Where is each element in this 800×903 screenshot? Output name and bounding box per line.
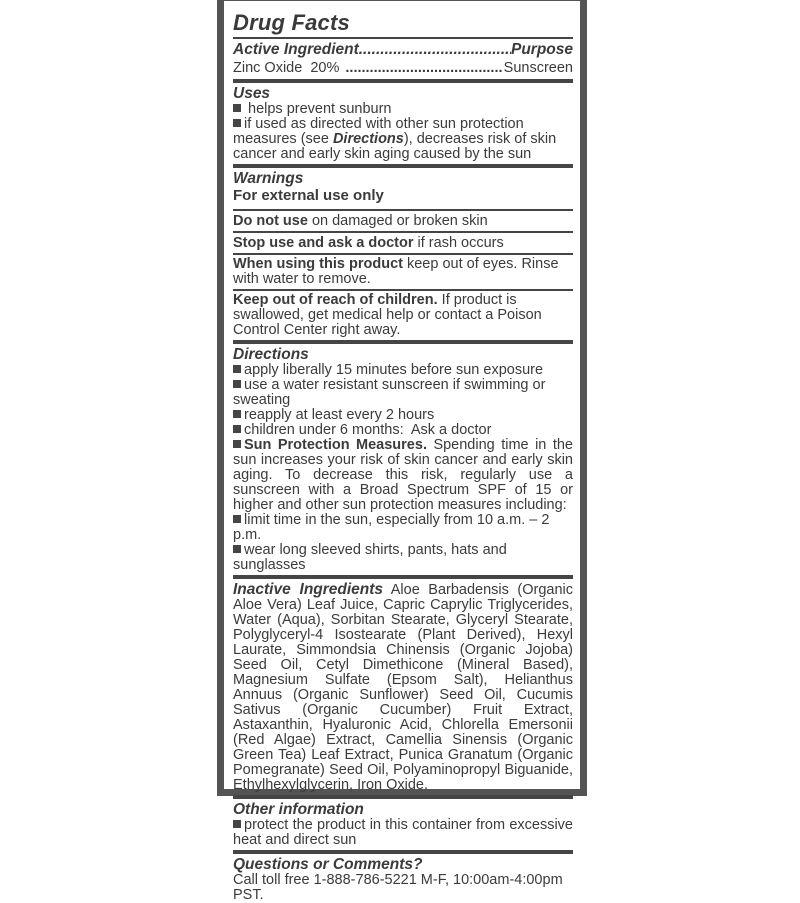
- questions-heading: Questions or Comments?: [233, 856, 423, 873]
- active-ingredient-row: [233, 59, 573, 77]
- active-ingredient-header: [233, 41, 573, 59]
- bullet-square-icon: [233, 515, 241, 523]
- directions-item: apply liberally 15 minutes before sun exposure: [233, 363, 573, 378]
- uses-item: if used as directed with other sun protection measures (see Directions), decreases risk of skin cancer and early skin aging caused by the sun: [233, 116, 557, 162]
- divider: [233, 231, 573, 233]
- bullet-square-icon: [233, 425, 241, 433]
- section-divider: [233, 79, 573, 83]
- section-divider: [233, 850, 573, 854]
- directions-subitem: wear long sleeved shirts, pants, hats and sunglasses: [233, 542, 507, 573]
- stop-use-warning: Stop use and ask a doctor if rash occurs: [233, 235, 504, 251]
- directions-section: [233, 346, 573, 573]
- warnings-heading: Warnings: [233, 170, 304, 187]
- uses-heading: Uses: [233, 85, 271, 102]
- bullet-square-icon: [233, 410, 241, 418]
- inactive-ingredients-section: [233, 581, 573, 793]
- directions-item: reapply at least every 2 hours: [233, 408, 573, 423]
- active-ingredient-label: Active Ingredient: [233, 41, 359, 58]
- divider: [233, 253, 573, 255]
- questions-section: [233, 856, 573, 903]
- section-divider: [233, 340, 573, 344]
- bullet-square-icon: [233, 119, 241, 127]
- divider: [233, 37, 573, 39]
- section-divider: [233, 575, 573, 579]
- leader-dots: [345, 59, 502, 77]
- ingredient-purpose: Sunscreen: [503, 60, 573, 76]
- directions-subitem: limit time in the sun, especially from 10 a.m. – 2 p.m.: [233, 512, 550, 543]
- section-divider: [233, 164, 573, 168]
- directions-heading: Directions: [233, 346, 309, 363]
- drug-facts-content: [233, 1, 573, 903]
- directions-item: children under 6 months: Ask a doctor: [233, 423, 573, 438]
- purpose-label: Purpose: [510, 41, 573, 58]
- bullet-square-icon: [233, 440, 241, 448]
- divider: [233, 209, 573, 211]
- inactive-ingredients-list: Aloe Barbadensis (Organic Aloe Vera) Leaf Juice, Capric Caprylic Triglycerides, Water (Aqua), Sorbitan Stearate, Glyceryl Stearate, Polyglyceryl-4 Isostearate (Plant Derived), Hexyl Laurate, Simmondsia Chinensis (Organic Jojoba) Seed Oil, Cetyl Dimethicone (Mineral Based), Magnesium Sulfate (Epsom Salt), Helianthus Annuus (Organic Sunflower) Seed Oil, Cucumis Sativus (Organic Cucumber) Fruit Extract, Astaxanthin, Hyaluronic Acid, Chlorella Emersonii (Red Algae) Extract, Camellia Sinensis (Organic Green Tea) Leaf Extract, Punica Granatum (Organic Pomegranate) Seed Oil, Polyaminopropyl Biguanide, Ethylhexylglycerin, Iron Oxide.: [233, 582, 573, 793]
- directions-item: use a water resistant sunscreen if swimming or sweating: [233, 377, 546, 408]
- drug-facts-title: Drug Facts: [233, 10, 350, 35]
- do-not-use-warning: Do not use on damaged or broken skin: [233, 213, 488, 229]
- section-divider: [233, 795, 573, 799]
- external-use-warning: For external use only: [233, 187, 384, 204]
- keep-out-warning: Keep out of reach of children. If product is swallowed, get medical help or contact a Poison Control Center right away.: [233, 292, 542, 338]
- other-information-heading: Other information: [233, 801, 364, 818]
- uses-section: [233, 85, 573, 162]
- leader-dots: [359, 41, 511, 59]
- other-information-section: [233, 801, 573, 848]
- when-using-warning: When using this product keep out of eyes. Rinse with water to remove.: [233, 256, 559, 287]
- sun-protection-measures: Sun Protection Measures. Spending time in the sun increases your risk of skin cancer and early skin aging. To decrease this risk, regularly use a sunscreen with a Broad Spectrum SPF of 15 or higher and other sun protection measures including:: [233, 437, 573, 513]
- bullet-square-icon: [233, 104, 241, 112]
- bullet-square-icon: [233, 380, 241, 388]
- warnings-section: [233, 170, 573, 338]
- inactive-ingredients-heading: Inactive Ingredients: [233, 581, 384, 598]
- bullet-square-icon: [233, 820, 241, 828]
- drug-facts-panel: [217, 0, 587, 903]
- other-information-item: protect the product in this container from excessive heat and direct sun: [233, 817, 573, 848]
- bullet-square-icon: [233, 545, 241, 553]
- ingredient-name: Zinc Oxide 20%: [233, 60, 340, 76]
- questions-contact: Call toll free 1-888-786-5221 M-F, 10:00am-4:00pm PST.: [233, 872, 563, 903]
- bullet-square-icon: [233, 365, 241, 373]
- divider: [233, 289, 573, 291]
- uses-item: helps prevent sunburn: [233, 102, 573, 117]
